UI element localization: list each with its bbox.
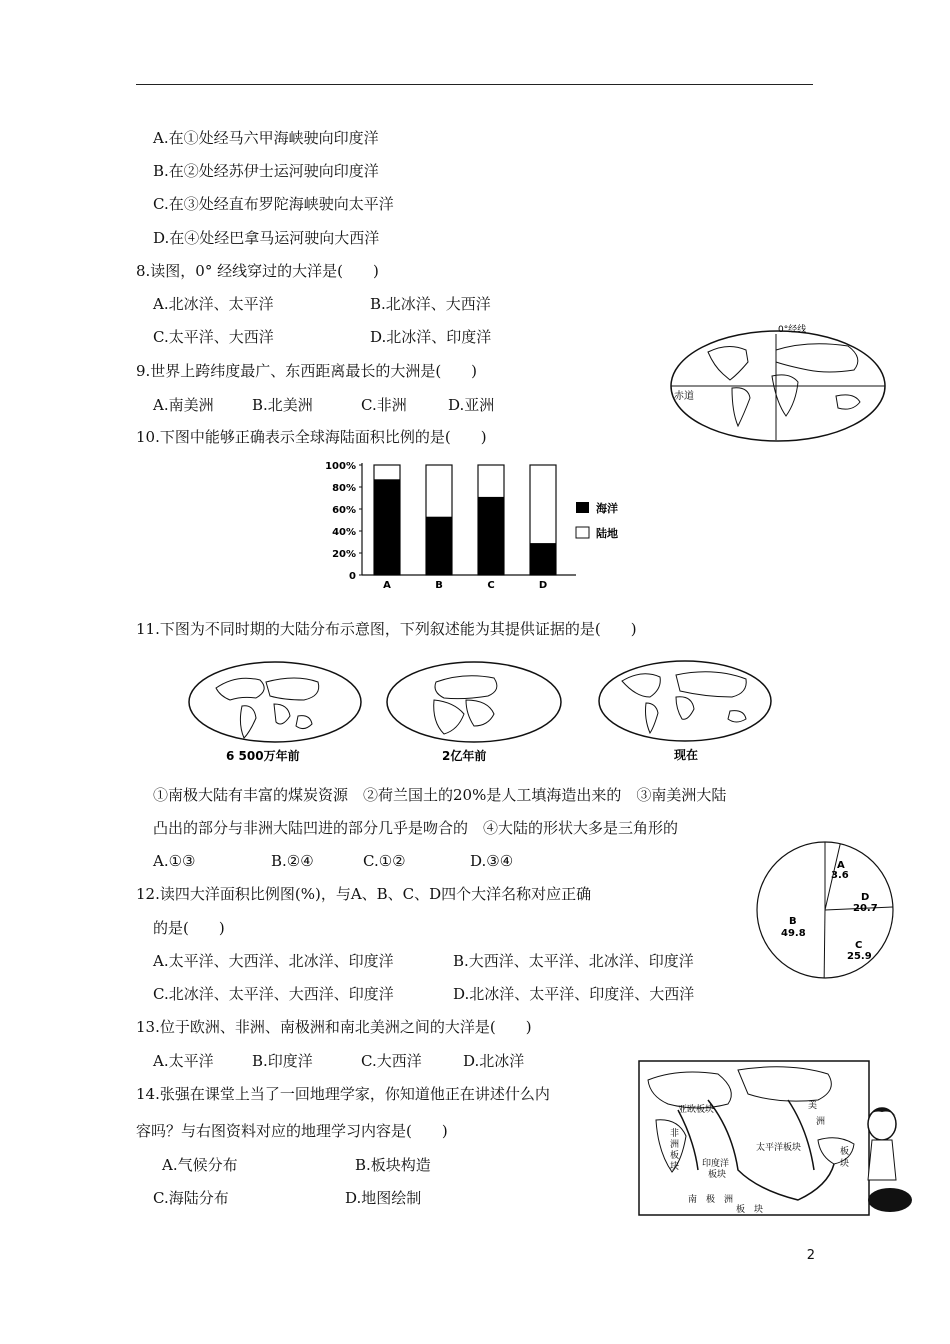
q11-statements-line1: ①南极大陆有丰富的煤炭资源 ②荷兰国土的20%是人工填海造出来的 ③南美洲大陆 <box>153 786 727 804</box>
q14-stem-line2: 容吗？与右图资料对应的地理学习内容是( ) <box>136 1122 448 1140</box>
indian-plate-label-1: 印度洋 <box>702 1159 730 1169</box>
bar-ocean-D <box>530 543 556 575</box>
eurasian-plate-label: 亚欧板块 <box>678 1105 715 1115</box>
pie-d-value: 20.7 <box>853 903 878 914</box>
q7-option-d[interactable]: D.在④处经巴拿马运河驶向大西洋 <box>153 229 380 247</box>
q12-pie-chart <box>755 840 895 980</box>
q10-bar-chart <box>320 455 640 590</box>
african-plate-label-4: 块 <box>670 1162 680 1172</box>
q12-option-a[interactable]: A.太平洋、大西洋、北冰洋、印度洋 <box>153 952 394 970</box>
q12-option-c[interactable]: C.北冰洋、太平洋、大西洋、印度洋 <box>153 985 394 1003</box>
q8-stem: 8.读图，0° 经线穿过的大洋是( ) <box>136 262 379 280</box>
q14-stem-line1: 14.张强在课堂上当了一回地理学家，你知道他正在讲述什么内 <box>136 1085 550 1103</box>
y-tick-label: 0 <box>349 571 356 582</box>
q14-option-c[interactable]: C.海陆分布 <box>153 1189 229 1207</box>
pie-a-label: A <box>837 860 845 871</box>
african-plate-label-2: 洲 <box>670 1140 680 1150</box>
legend-land-label: 陆地 <box>596 527 618 540</box>
q11-option-a[interactable]: A.①③ <box>153 852 196 870</box>
q14-option-d[interactable]: D.地图绘制 <box>345 1189 422 1207</box>
q14-plate-map <box>638 1060 913 1220</box>
pie-b-value: 49.8 <box>781 928 806 939</box>
q11-stem: 11.下图为不同时期的大陆分布示意图，下列叙述能为其提供证据的是( ) <box>136 620 637 638</box>
y-tick-label: 40% <box>332 527 356 538</box>
african-plate-label-1: 非 <box>670 1129 680 1139</box>
pie-a-value: 3.6 <box>831 870 849 881</box>
pie-d-label: D <box>861 892 870 903</box>
bar-ocean-A <box>374 479 400 575</box>
q9-option-d[interactable]: D.亚洲 <box>448 396 495 414</box>
x-tick-label: C <box>487 580 495 590</box>
american-plate-label-1: 美 <box>808 1101 818 1111</box>
q9-stem: 9.世界上跨纬度最广、东西距离最长的大洲是( ) <box>136 362 478 380</box>
q8-option-c[interactable]: C.太平洋、大西洋 <box>153 328 274 346</box>
y-tick-label: 20% <box>332 549 356 560</box>
q8-world-map <box>668 322 890 444</box>
y-tick-label: 100% <box>325 461 356 472</box>
q12-stem-line2: 的是( ) <box>153 919 225 937</box>
q11-option-d[interactable]: D.③④ <box>470 852 514 870</box>
y-tick-label: 80% <box>332 483 356 494</box>
q14-option-b[interactable]: B.板块构造 <box>355 1156 431 1174</box>
q12-option-b[interactable]: B.大西洋、太平洋、北冰洋、印度洋 <box>453 952 694 970</box>
cartoon-student-figure <box>868 1108 912 1212</box>
q8-option-b[interactable]: B.北冰洋、大西洋 <box>370 295 491 313</box>
pacific-plate-label: 太平洋板块 <box>756 1143 802 1153</box>
meridian-label: 0°经线 <box>778 325 807 335</box>
q9-option-a[interactable]: A.南美洲 <box>153 396 214 414</box>
american-plate-label-3: 板 <box>840 1147 850 1157</box>
map-200-label: 2亿年前 <box>442 749 487 763</box>
map-present-label: 现在 <box>674 748 699 762</box>
legend-ocean-label: 海洋 <box>596 502 618 515</box>
indian-plate-label-2: 板块 <box>708 1170 727 1180</box>
equator-label: 赤道 <box>674 391 694 402</box>
pie-c-label: C <box>855 940 863 951</box>
map-65-label: 6 500万年前 <box>226 749 300 763</box>
antarctic-plate-label: 南 极 洲 <box>688 1195 734 1205</box>
x-tick-label: A <box>383 580 391 590</box>
map-present <box>596 657 774 769</box>
y-tick-label: 60% <box>332 505 356 516</box>
bar-ocean-C <box>478 497 504 575</box>
q7-option-a[interactable]: A.在①处经马六甲海峡驶向印度洋 <box>153 129 379 147</box>
q11-option-b[interactable]: B.②④ <box>271 852 314 870</box>
q12-option-d[interactable]: D.北冰洋、太平洋、印度洋、大西洋 <box>453 985 695 1003</box>
q7-option-c[interactable]: C.在③处经直布罗陀海峡驶向太平洋 <box>153 195 394 213</box>
american-plate-label-4: 块 <box>840 1159 850 1169</box>
q7-option-b[interactable]: B.在②处经苏伊士运河驶向印度洋 <box>153 162 379 180</box>
q9-option-c[interactable]: C.非洲 <box>361 396 407 414</box>
q13-option-c[interactable]: C.大西洋 <box>361 1052 422 1070</box>
q8-option-a[interactable]: A.北冰洋、太平洋 <box>153 295 274 313</box>
header-rule <box>136 84 813 85</box>
q13-option-d[interactable]: D.北冰洋 <box>463 1052 525 1070</box>
pie-c-value: 25.9 <box>847 951 872 962</box>
q9-option-b[interactable]: B.北美洲 <box>252 396 313 414</box>
antarctic-plate-label-2: 板 块 <box>736 1205 764 1215</box>
page-number: 2 <box>806 1248 815 1263</box>
map-65-million-years <box>186 660 364 770</box>
legend-ocean-swatch <box>576 502 589 513</box>
map-200-million-years <box>384 660 566 770</box>
x-tick-label: D <box>538 580 548 590</box>
q13-option-a[interactable]: A.太平洋 <box>153 1052 214 1070</box>
q14-option-a[interactable]: A.气候分布 <box>162 1156 238 1174</box>
legend-land-swatch <box>576 527 589 538</box>
x-tick-label: B <box>435 580 443 590</box>
bar-ocean-B <box>426 517 452 575</box>
q11-option-c[interactable]: C.①② <box>363 852 406 870</box>
q13-option-b[interactable]: B.印度洋 <box>252 1052 313 1070</box>
pie-b-label: B <box>789 916 797 927</box>
q13-stem: 13.位于欧洲、非洲、南极洲和南北美洲之间的大洋是( ) <box>136 1018 532 1036</box>
q12-stem-line1: 12.读四大洋面积比例图(%)，与A、B、C、D四个大洋名称对应正确 <box>136 885 592 903</box>
american-plate-label-2: 洲 <box>816 1117 826 1127</box>
q11-statements-line2: 凸出的部分与非洲大陆凹进的部分几乎是吻合的 ④大陆的形状大多是三角形的 <box>153 819 679 837</box>
q10-stem: 10.下图中能够正确表示全球海陆面积比例的是( ) <box>136 428 487 446</box>
african-plate-label-3: 板 <box>670 1151 680 1161</box>
q8-option-d[interactable]: D.北冰洋、印度洋 <box>370 328 492 346</box>
